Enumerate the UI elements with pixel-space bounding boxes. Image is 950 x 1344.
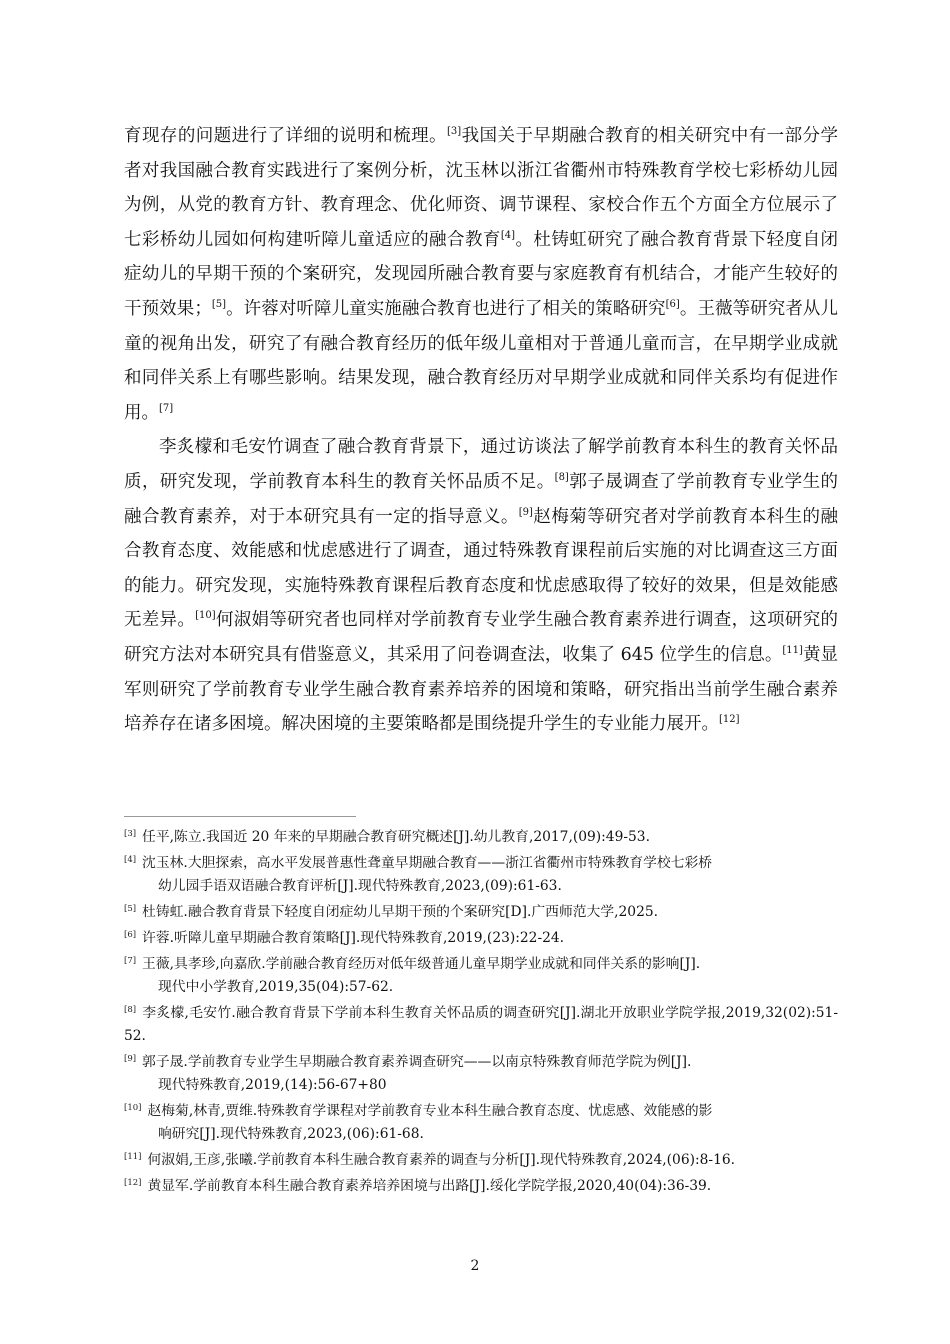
paragraph-text: 育现存的问题进行了详细的说明和梳理。 xyxy=(124,126,447,146)
footnote-marker: [4] xyxy=(124,855,137,865)
footnote xyxy=(124,852,838,898)
citation-marker: [3] xyxy=(447,126,462,137)
paragraph-text: 。王薇等研究者从儿童的视角出发，研究了有融合教育经历的低年级儿童相对于普通儿童而言，在早期学业成就和同伴关系上有哪些影响。结果发现，融合教育经历对早期学业成就和同伴关系均有促进作用。 xyxy=(124,298,839,423)
footnote-separator xyxy=(124,816,356,817)
footnote-text: 杜铸虹.融合教育背景下轻度自闭症幼儿早期干预的个案研究[D].广西师范大学,2025. xyxy=(142,904,659,920)
citation-marker: [10] xyxy=(195,610,216,622)
footnote-marker: [3] xyxy=(124,829,137,839)
paragraph-text: 我国关于早期融合教育的相关研究中有一部分学者对我国融合教育实践进行了案例分析，沈玉林以浙江省衢州市特殊教育学校七彩桥幼儿园为例，从党的教育方针、教育理念、优化师资、调节课程、家校合作五个方面全方位展示了七彩桥幼儿园如何构建听障儿童适应的融合教育 xyxy=(124,126,839,250)
footnote-text: 任平,陈立.我国近 20 年来的早期融合教育研究概述[J].幼儿教育,2017,(09):49-53. xyxy=(142,829,650,845)
body-text xyxy=(124,119,838,742)
paragraph-text: 郭子晟调查了学前教育专业学生的融合教育素养，对于本研究具有一定的指导意义。 xyxy=(124,471,839,527)
body-paragraph xyxy=(124,430,838,741)
footnote-marker: [8] xyxy=(124,1005,137,1015)
footnote-text: 赵梅菊,林青,贾维.特殊教育学课程对学前教育专业本科生融合教育态度、忧虑感、效能感的影 xyxy=(147,1103,713,1119)
footnote-marker: [6] xyxy=(124,930,137,940)
footnote xyxy=(124,1149,838,1172)
citation-marker: [11] xyxy=(782,644,803,656)
citation-marker: [4] xyxy=(500,229,516,241)
footnote-text: 许蓉.听障儿童早期融合教育策略[J].现代特殊教育,2019,(23):22-24. xyxy=(142,930,565,946)
paragraph-text: 何淑娟等研究者也同样对学前教育专业学生融合教育素养进行调查，这项研究的研究方法对本研究具有借鉴意义，其采用了问卷调查法，收集了 645 位学生的信息。 xyxy=(124,610,838,665)
citation-marker: [12] xyxy=(719,714,740,726)
citation-marker: [9] xyxy=(518,506,533,518)
footnote xyxy=(124,826,838,849)
paragraph-text: 黄显军则研究了学前教育专业学生融合教育素养培养的困境和策略，研究指出当前学生融合素养培养存在诸多困境。解决困境的主要策略都是围绕提升学生的专业能力展开。 xyxy=(124,644,838,735)
citation-marker: [6] xyxy=(665,298,680,310)
citation-marker: [8] xyxy=(554,471,569,483)
footnote-text: 黄显军.学前教育本科生融合教育素养培养困境与出路[J].绥化学院学报,2020,40(04):36-39. xyxy=(147,1178,712,1194)
paragraph-text: 赵梅菊等研究者对学前教育本科生的融合教育态度、效能感和忧虑感进行了调查，通过特殊教育课程前后实施的对比调查这三方面的能力。研究发现，实施特殊教育课程后教育态度和忧虑感取得了较好的效果，但是效能感无差异。 xyxy=(124,506,839,631)
footnote-marker: [7] xyxy=(124,956,137,966)
citation-marker: [7] xyxy=(159,402,174,414)
paragraph-text: 。许蓉对听障儿童实施融合教育也进行了相关的策略研究 xyxy=(226,298,666,319)
footnote-text-continued: 现代中小学教育,2019,35(04):57-62. xyxy=(158,979,394,995)
footnote-text: 李炙檬,毛安竹.融合教育背景下学前本科生教育关怀品质的调查研究[J].湖北开放职业学院学报,2019,32(02):51-52. xyxy=(124,1005,838,1044)
footnote xyxy=(124,901,838,924)
footnote-text-continued: 响研究[J].现代特殊教育,2023,(06):61-68. xyxy=(158,1126,424,1142)
footnotes xyxy=(124,826,838,1201)
footnote-marker: [9] xyxy=(124,1054,137,1064)
footnote-marker: [5] xyxy=(124,904,137,914)
citation-marker: [5] xyxy=(211,298,226,310)
footnote-text: 郭子晟.学前教育专业学生早期融合教育素养调查研究——以南京特殊教育师范学院为例[J]. xyxy=(142,1054,692,1070)
footnote-text-continued: 现代特殊教育,2019,(14):56-67+80 xyxy=(158,1077,387,1093)
paragraph-text: 。杜铸虹研究了融合教育背景下轻度自闭症幼儿的早期干预的个案研究，发现园所融合教育要与家庭教育有机结合，才能产生较好的干预效果； xyxy=(124,229,839,319)
footnote xyxy=(124,1002,838,1048)
footnote xyxy=(124,1100,838,1146)
footnote xyxy=(124,953,838,999)
footnote-marker: [11] xyxy=(124,1152,142,1162)
footnote-marker: [12] xyxy=(124,1178,142,1188)
paragraph-text: 李炙檬和毛安竹调查了融合教育背景下，通过访谈法了解学前教育本科生的教育关怀品质，研究发现，学前教育本科生的教育关怀品质不足。 xyxy=(124,437,838,492)
footnote-text: 何淑娟,王彦,张曦.学前教育本科生融合教育素养的调查与分析[J].现代特殊教育,2024,(06):8-16. xyxy=(147,1152,736,1168)
footnote-text: 王薇,具孝珍,向嘉欣.学前融合教育经历对低年级普通儿童早期学业成就和同伴关系的影响[J]. xyxy=(142,956,701,972)
footnote xyxy=(124,1051,838,1097)
body-paragraph xyxy=(124,119,838,430)
footnote-text-continued: 幼儿园手语双语融合教育评析[J].现代特殊教育,2023,(09):61-63. xyxy=(158,878,562,894)
footnote xyxy=(124,1175,838,1198)
footnote-marker: [10] xyxy=(124,1103,142,1113)
footnote xyxy=(124,927,838,950)
page-number: 2 xyxy=(470,1258,480,1274)
footnote-text: 沈玉林.大胆探索，高水平发展普惠性聋童早期融合教育——浙江省衢州市特殊教育学校七彩桥 xyxy=(142,855,713,871)
